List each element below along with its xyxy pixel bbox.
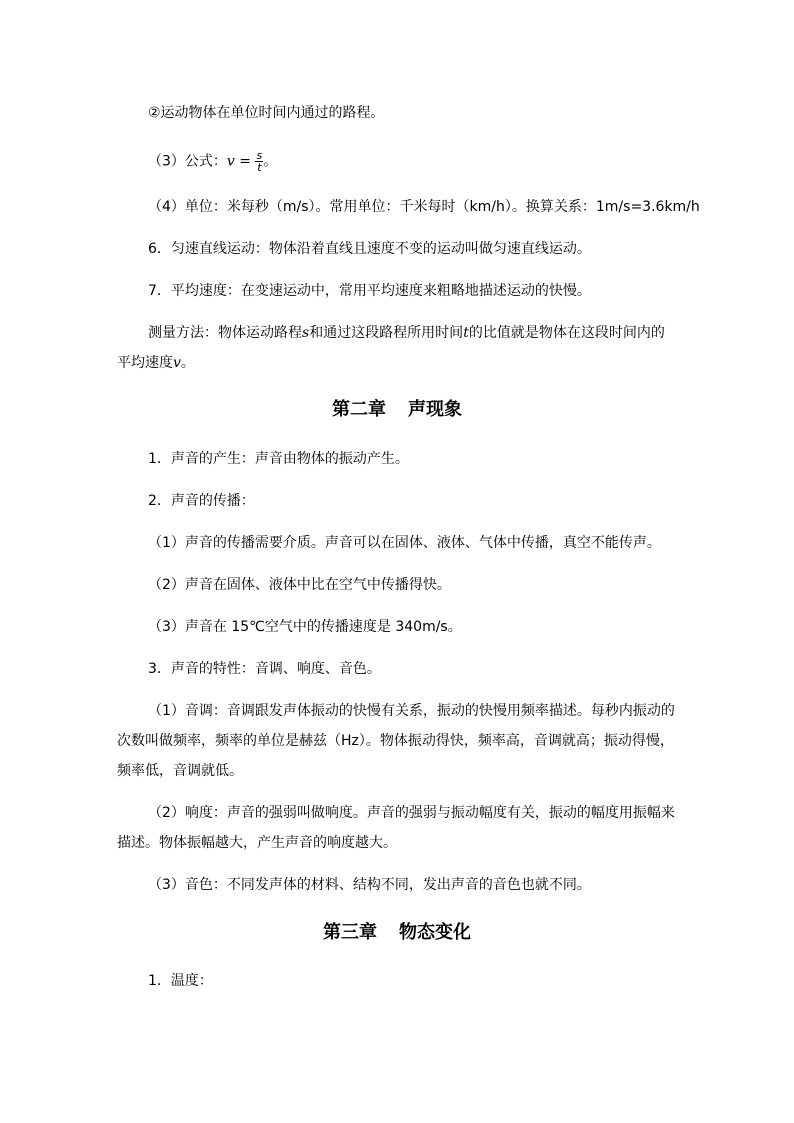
paragraph-temperature: 1．温度： <box>148 973 213 989</box>
formula-end: 。 <box>263 153 278 170</box>
chapter-3-title: 物态变化 <box>399 922 471 943</box>
paragraph-formula <box>148 150 277 173</box>
var-v: v <box>173 355 181 371</box>
chapter-2-title: 声现象 <box>408 399 462 420</box>
paragraph-solid-liquid: （2）声音在固体、液体中比在空气中传播得快。 <box>148 577 451 593</box>
formula-equals: = <box>234 153 256 170</box>
paragraph-pitch-line3: 频率低，音调就低。 <box>117 763 243 779</box>
paragraph-sound-production: 1．声音的产生：声音由物体的振动产生。 <box>148 451 409 467</box>
paragraph-pitch-line2: 次数叫做频率，频率的单位是赫兹（Hz）。物体振动得快，频率高，音调就高；振动得慢， <box>117 733 674 749</box>
paragraph-sound-speed: （3）声音在 15℃空气中的传播速度是 340m/s。 <box>148 619 462 635</box>
paragraph-timbre: （3）音色：不同发声体的材料、结构不同，发出声音的音色也就不同。 <box>148 877 591 893</box>
chapter-3-heading <box>0 921 794 945</box>
fraction-numerator: s <box>256 149 263 162</box>
paragraph-units: （4）单位：米每秒（m/s）。常用单位：千米每时（km/h）。换算关系：1m/s=3.6km/h <box>148 199 700 215</box>
paragraph-measurement-method-cont <box>117 354 195 372</box>
text-segment: 。 <box>180 355 195 371</box>
paragraph-measurement-method <box>148 324 665 342</box>
paragraph-sound-characteristics: 3．声音的特性：音调、响度、音色。 <box>148 661 381 677</box>
fraction-denominator: t <box>257 161 262 174</box>
text-segment: 的比值就是物体在这段时间内的 <box>468 325 665 341</box>
paragraph-speed-definition: ②运动物体在单位时间内通过的路程。 <box>148 105 385 121</box>
chapter-2-heading <box>0 398 794 422</box>
formula-label: （3）公式： <box>148 153 227 170</box>
chapter-3-number: 第三章 <box>323 922 377 943</box>
var-t: t <box>463 325 469 341</box>
paragraph-loudness-line1: （2）响度：声音的强弱叫做响度。声音的强弱与振动幅度有关，振动的幅度用振幅来 <box>148 805 675 821</box>
paragraph-uniform-motion: 6．匀速直线运动：物体沿着直线且速度不变的运动叫做匀速直线运动。 <box>148 241 591 257</box>
text-segment: 测量方法：物体运动路程 <box>148 325 302 341</box>
text-segment: 平均速度 <box>117 355 173 371</box>
paragraph-pitch-line1: （1）音调：音调跟发声体振动的快慢有关系，振动的快慢用频率描述。每秒内振动的 <box>148 703 675 719</box>
text-segment: 和通过这段路程所用时间 <box>309 325 464 341</box>
paragraph-average-speed: 7．平均速度：在变速运动中，常用平均速度来粗略地描述运动的快慢。 <box>148 283 591 299</box>
paragraph-sound-propagation: 2．声音的传播： <box>148 493 255 509</box>
paragraph-loudness-line2: 描述。物体振幅越大，产生声音的响度越大。 <box>117 835 397 851</box>
chapter-2-number: 第二章 <box>332 399 386 420</box>
paragraph-medium: （1）声音的传播需要介质。声音可以在固体、液体、气体中传播，真空不能传声。 <box>148 535 661 551</box>
var-s: s <box>302 325 310 341</box>
formula-var-v: v <box>226 153 235 170</box>
